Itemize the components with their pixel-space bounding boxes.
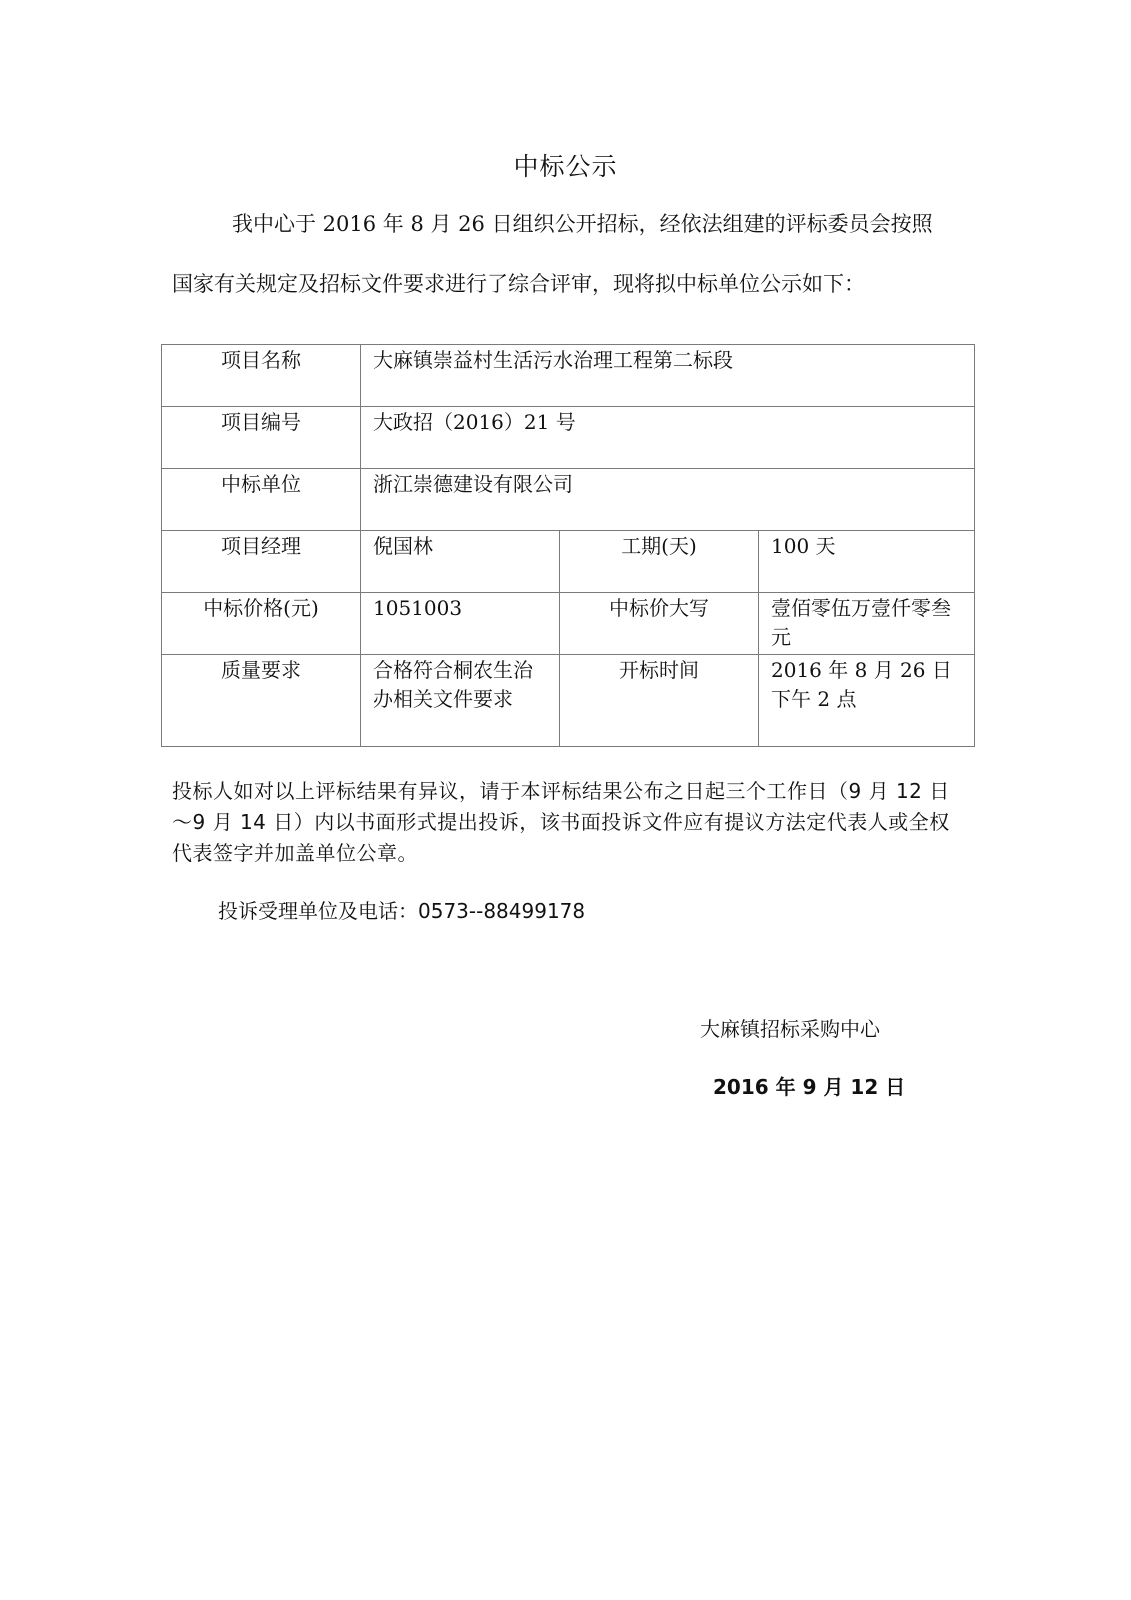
quality-value: 合格符合桐农生治办相关文件要求 [361, 655, 560, 747]
table-row [162, 407, 975, 469]
table-row [162, 593, 975, 655]
intro-paragraph-line1: 我中心于 2016 年 8 月 26 日组织公开招标，经依法组建的评标委员会按照 [232, 212, 933, 236]
table-row [162, 655, 975, 747]
project-name-label: 项目名称 [162, 345, 361, 407]
open-time-label: 开标时间 [560, 655, 759, 747]
manager-label: 项目经理 [162, 531, 361, 593]
price-words-label: 中标价大写 [560, 593, 759, 655]
issuing-organization: 大麻镇招标采购中心 [700, 1017, 880, 1041]
winner-value: 浙江崇德建设有限公司 [361, 469, 975, 531]
price-value: 1051003 [361, 593, 560, 655]
table-row [162, 531, 975, 593]
open-time-value: 2016 年 8 月 26 日下午 2 点 [759, 655, 975, 747]
table-row [162, 469, 975, 531]
page-title: 中标公示 [513, 152, 618, 181]
project-no-value: 大政招（2016）21 号 [361, 407, 975, 469]
intro-paragraph-line2: 国家有关规定及招标文件要求进行了综合评审，现将拟中标单位公示如下： [172, 272, 865, 296]
quality-label: 质量要求 [162, 655, 361, 747]
winner-label: 中标单位 [162, 469, 361, 531]
objection-notice: 投标人如对以上评标结果有异议，请于本评标结果公布之日起三个工作日（9 月 12 日～9 月 14 日）内以书面形式提出投诉，该书面投诉文件应有提议方法定代表人或全权代表签字并加盖单位公章。 [172, 779, 950, 865]
bid-result-table [161, 344, 975, 747]
duration-value: 100 天 [759, 531, 975, 593]
manager-value: 倪国林 [361, 531, 560, 593]
price-label: 中标价格(元) [162, 593, 361, 655]
table-row [162, 345, 975, 407]
price-words-value: 壹佰零伍万壹仟零叁元 [759, 593, 975, 655]
project-name-value: 大麻镇崇益村生活污水治理工程第二标段 [361, 345, 975, 407]
duration-label: 工期(天) [560, 531, 759, 593]
project-no-label: 项目编号 [162, 407, 361, 469]
complaint-contact: 投诉受理单位及电话：0573--88499178 [218, 899, 586, 923]
issue-date: 2016 年 9 月 12 日 [713, 1075, 906, 1099]
